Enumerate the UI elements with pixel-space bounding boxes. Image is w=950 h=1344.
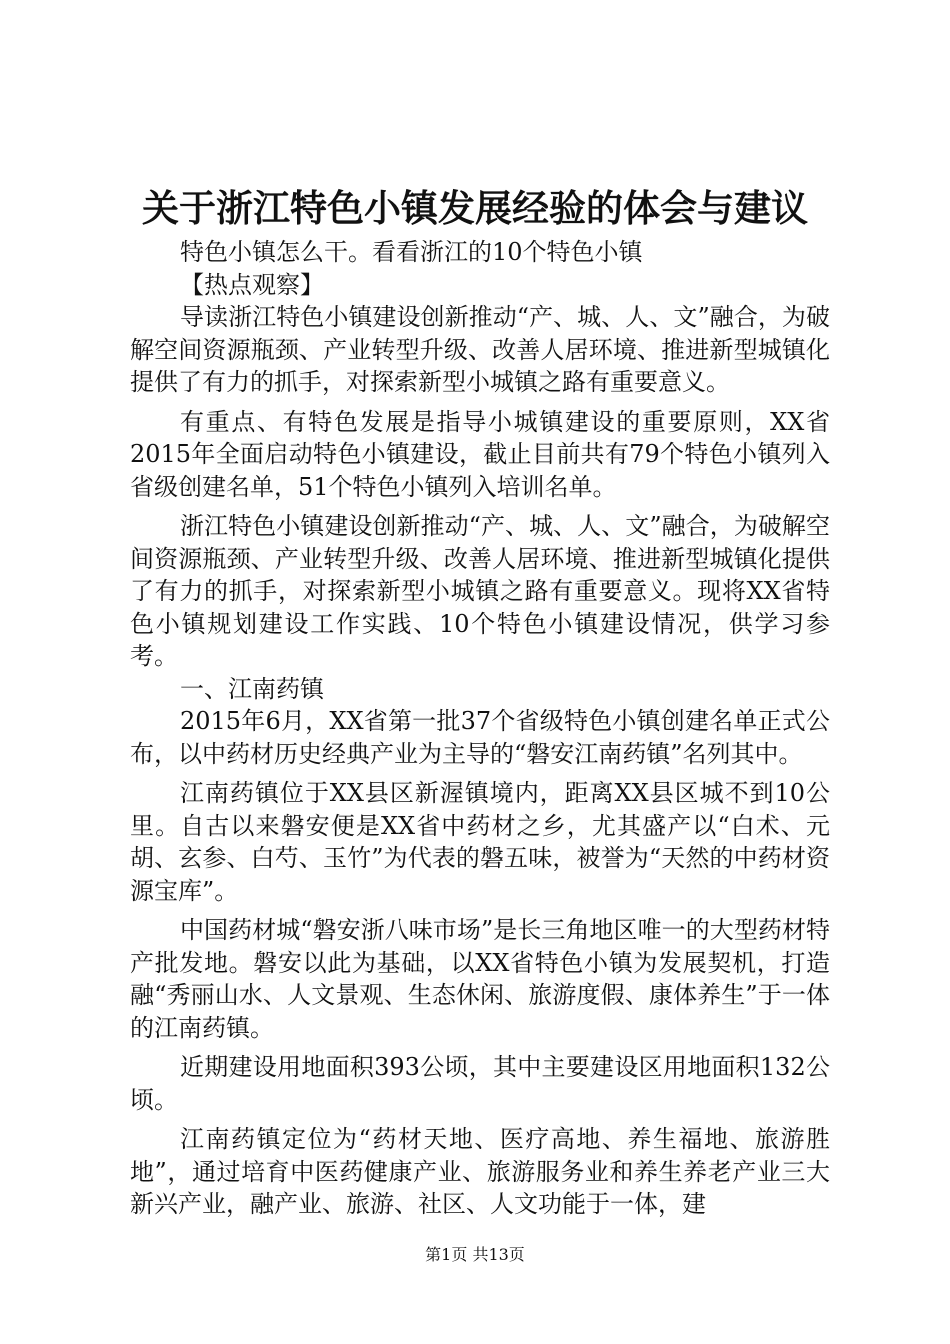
paragraph-market: 中国药材城“磐安浙八味市场”是长三角地区唯一的大型药材特产批发地。磐安以此为基础，以XX省特色小镇为发展契机，打造融“秀丽山水、人文景观、生态休闲、旅游度假、康体养生”于一体的江南药镇。	[130, 916, 830, 1042]
paragraph-land-area: 近期建设用地面积393公顷，其中主要建设区用地面积132公顷。	[130, 1053, 830, 1114]
document-body	[130, 236, 830, 1221]
section-tag: 【热点观察】	[180, 270, 324, 299]
paragraph-positioning: 江南药镇定位为“药材天地、医疗高地、养生福地、旅游胜地”，通过培育中医药健康产业、旅游服务业和养生养老产业三大新兴产业，融产业、旅游、社区、人文功能于一体，建	[130, 1125, 830, 1218]
paragraph-announcement: 2015年6月，XX省第一批37个省级特色小镇创建名单正式公布，以中药材历史经典产业为主导的“磐安江南药镇”名列其中。	[130, 707, 830, 768]
paragraph-overview: 浙江特色小镇建设创新推动“产、城、人、文”融合，为破解空间资源瓶颈、产业转型升级、改善人居环境、推进新型城镇化提供了有力的抓手，对探索新型小城镇之路有重要意义。现将XX省特色小镇规划建设工作实践、10个特色小镇建设情况，供学习参考。	[130, 512, 830, 670]
document-title: 关于浙江特色小镇发展经验的体会与建议	[142, 186, 808, 230]
paragraph-location: 江南药镇位于XX县区新渥镇境内，距离XX县区城不到10公里。自古以来磐安便是XX省中药材之乡，尤其盛产以“白术、元胡、玄参、白芍、玉竹”为代表的磐五味，被誉为“天然的中药材资源宝库”。	[130, 779, 830, 905]
page-footer: 第1页 共13页	[425, 1245, 525, 1264]
subtitle-line: 特色小镇怎么干。看看浙江的10个特色小镇	[180, 238, 643, 266]
paragraph-intro: 导读浙江特色小镇建设创新推动“产、城、人、文”融合，为破解空间资源瓶颈、产业转型升级、改善人居环境、推进新型城镇化提供了有力的抓手，对探索新型小城镇之路有重要意义。	[130, 303, 830, 396]
section-heading: 一、江南药镇	[180, 674, 324, 703]
paragraph-principle: 有重点、有特色发展是指导小城镇建设的重要原则，XX省2015年全面启动特色小镇建设，截止目前共有79个特色小镇列入省级创建名单，51个特色小镇列入培训名单。	[130, 407, 830, 501]
